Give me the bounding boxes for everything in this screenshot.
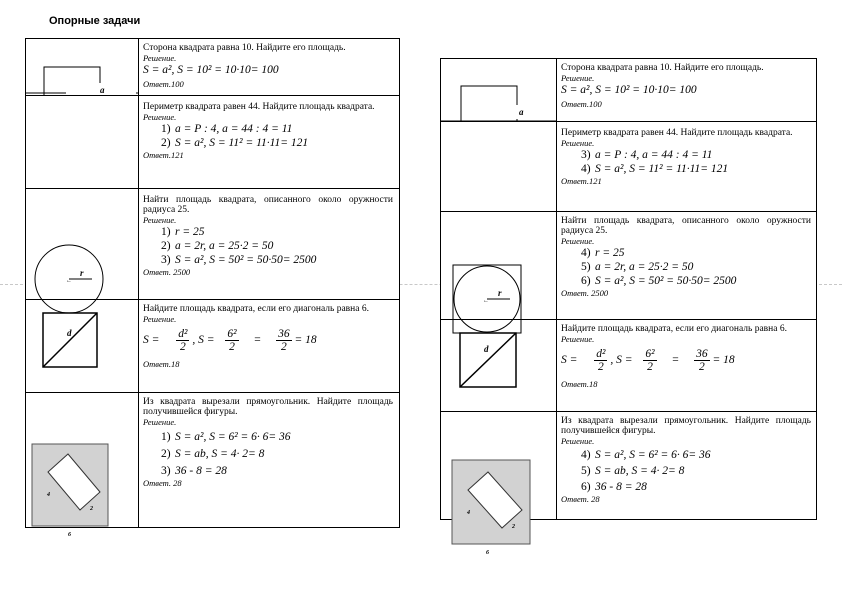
solution-line: a = 2r, a = 25·2 = 50 (175, 240, 274, 252)
answer: Ответ.121 (143, 150, 184, 160)
svg-text:2: 2 (90, 506, 93, 512)
diagonal-formula: S = $\frac{\text{d²}}{2}$ , S = $\frac{\text{6²}}{2}$ = $\frac{36}{2}$ = 18 (561, 348, 735, 373)
solution-line: S = a², S = 6² = 6· 6= 36 (175, 431, 291, 443)
answer: Ответ.18 (143, 359, 180, 369)
solution-label: Решение. (561, 138, 595, 148)
solution-line: S = ab, S = 4· 2= 8 (175, 448, 265, 460)
svg-text:a: a (100, 85, 105, 95)
svg-text:6: 6 (68, 532, 71, 538)
solution-line: S = a², S = 11² = 11·11= 121 (175, 137, 309, 149)
svg-text:a: a (519, 107, 524, 117)
problem-row-1 (26, 39, 399, 95)
square-side-figure (26, 39, 138, 95)
solution-line: r = 25 (595, 247, 625, 259)
solution-label: Решение. (561, 334, 595, 344)
svg-text:d: d (67, 328, 72, 338)
problem-statement: Из квадрата вырезали прямоугольник. Найдите площадь получившейся фигуры. (143, 397, 393, 417)
problem-statement: Найти площадь квадрата, описанного около оружности радиуса 25. (561, 216, 811, 236)
solution-line: S = a², S = 50² = 50·50= 2500 (175, 254, 317, 266)
solution-line: 36 - 8 = 28 (175, 465, 227, 477)
inscribed-circle-figure (450, 262, 524, 336)
problem-row-1 (441, 59, 816, 121)
diagonal-square-figure (456, 330, 520, 390)
solution-label: Решение. (143, 215, 177, 225)
answer: Ответ. 2500 (143, 267, 191, 277)
solution-line: r = 25 (175, 226, 205, 238)
problem-row-3: Найти площадь квадрата, описанного около оружности радиуса 25. Решение. 4) r = 25 5) a = 2r, a = 25·2 = 50 6) S = a², S = 50² = 50·50= 2500 Ответ. 2500 (441, 211, 816, 320)
svg-text:2: 2 (512, 524, 515, 530)
solution-label: Решение. (143, 112, 177, 122)
cut-rectangle-figure (450, 458, 534, 556)
solution-label: Решение. (143, 314, 177, 324)
problem-statement: Сторона квадрата равна 10. Найдите его площадь. (143, 43, 346, 53)
problem-row-5: Из квадрата вырезали прямоугольник. Найдите площадь получившейся фигуры. Решение. 1) S = a², S = 6² = 6· 6= 36 2) S = ab, S = 4· 2= 8 3) 36 - 8 = 28 Ответ. 28 (26, 392, 399, 528)
svg-text:r: r (80, 268, 84, 278)
svg-text:6: 6 (486, 550, 489, 556)
solution-line: S = a², S = 10² = 10·10= 100 (143, 64, 279, 76)
svg-text:4: 4 (47, 492, 50, 498)
answer: Ответ. 2500 (561, 288, 609, 298)
solution-label: Решение. (561, 236, 595, 246)
square-side-figure (441, 59, 556, 121)
svg-text:←: ← (66, 278, 72, 284)
solution-label: Решение. (561, 436, 595, 446)
problem-row-3: Найти площадь квадрата, описанного около оружности радиуса 25. Решение. 1) r = 25 2) a = 2r, a = 25·2 = 50 3) S = a², S = 50² = 50·50= 2500 Ответ. 2500 (26, 188, 399, 300)
solution-line: a = 2r, a = 25·2 = 50 (595, 261, 694, 273)
cut-rectangle-figure (30, 442, 112, 538)
problem-row-2: Периметр квадрата равен 44. Найдите площадь квадрата. Решение. 3) a = P : 4, a = 44 : 4 = 11 4) S = a², S = 11² = 11·11= 121 Ответ.121 (441, 121, 816, 212)
diagonal-square-figure (38, 308, 102, 372)
solution-label: Решение. (561, 73, 595, 83)
solution-line: S = a², S = 6² = 6· 6= 36 (595, 449, 711, 461)
answer: Ответ.100 (143, 79, 184, 89)
problem-statement: Из квадрата вырезали прямоугольник. Найдите площадь получившейся фигуры. (561, 416, 811, 436)
problem-statement: Найдите площадь квадрата, если его диагональ равна 6. (143, 304, 369, 314)
solution-line: S = a², S = 50² = 50·50= 2500 (595, 275, 737, 287)
answer: Ответ.121 (561, 176, 602, 186)
answer: Ответ.100 (561, 99, 602, 109)
solution-line: S = ab, S = 4· 2= 8 (595, 465, 685, 477)
svg-text:d: d (484, 344, 489, 354)
problem-statement: Периметр квадрата равен 44. Найдите площадь квадрата. (143, 102, 375, 112)
answer: Ответ. 28 (143, 478, 182, 488)
problem-row-5: Из квадрата вырезали прямоугольник. Найдите площадь получившейся фигуры. Решение. 4) S = a², S = 6² = 6· 6= 36 5) S = ab, S = 4· 2= 8 6) 36 - 8 = 28 Ответ. 28 (441, 411, 816, 520)
page-title: Опорные задачи (49, 15, 141, 27)
solution-line: a = P : 4, a = 44 : 4 = 11 (595, 149, 713, 161)
svg-text:r: r (498, 288, 502, 298)
solution-label: Решение. (143, 53, 177, 63)
diagonal-formula: S = $\frac{\text{d²}}{2}$ , S = $\frac{\text{6²}}{2}$ = $\frac{36}{2}$ = 18 (143, 328, 317, 353)
problem-statement: Найдите площадь квадрата, если его диагональ равна 6. (561, 324, 787, 334)
svg-text:4: 4 (467, 510, 470, 516)
problem-row-2: Периметр квадрата равен 44. Найдите площадь квадрата. Решение. 1) a = P : 4, a = 44 : 4 = 11 2) S = a², S = 11² = 11·11= 121 Ответ.121 (26, 95, 399, 189)
solution-line: S = a², S = 10² = 10·10= 100 (561, 84, 697, 96)
solution-line: S = a², S = 11² = 11·11= 121 (595, 163, 729, 175)
solution-line: 36 - 8 = 28 (595, 481, 647, 493)
svg-text:←: ← (483, 298, 489, 304)
problem-statement: Сторона квадрата равна 10. Найдите его площадь. (561, 63, 764, 73)
answer: Ответ. 28 (561, 494, 600, 504)
answer: Ответ.18 (561, 379, 598, 389)
problem-statement: Периметр квадрата равен 44. Найдите площадь квадрата. (561, 128, 793, 138)
solution-line: a = P : 4, a = 44 : 4 = 11 (175, 123, 293, 135)
problem-statement: Найти площадь квадрата, описанного около оружности радиуса 25. (143, 195, 393, 215)
solution-label: Решение. (143, 417, 177, 427)
